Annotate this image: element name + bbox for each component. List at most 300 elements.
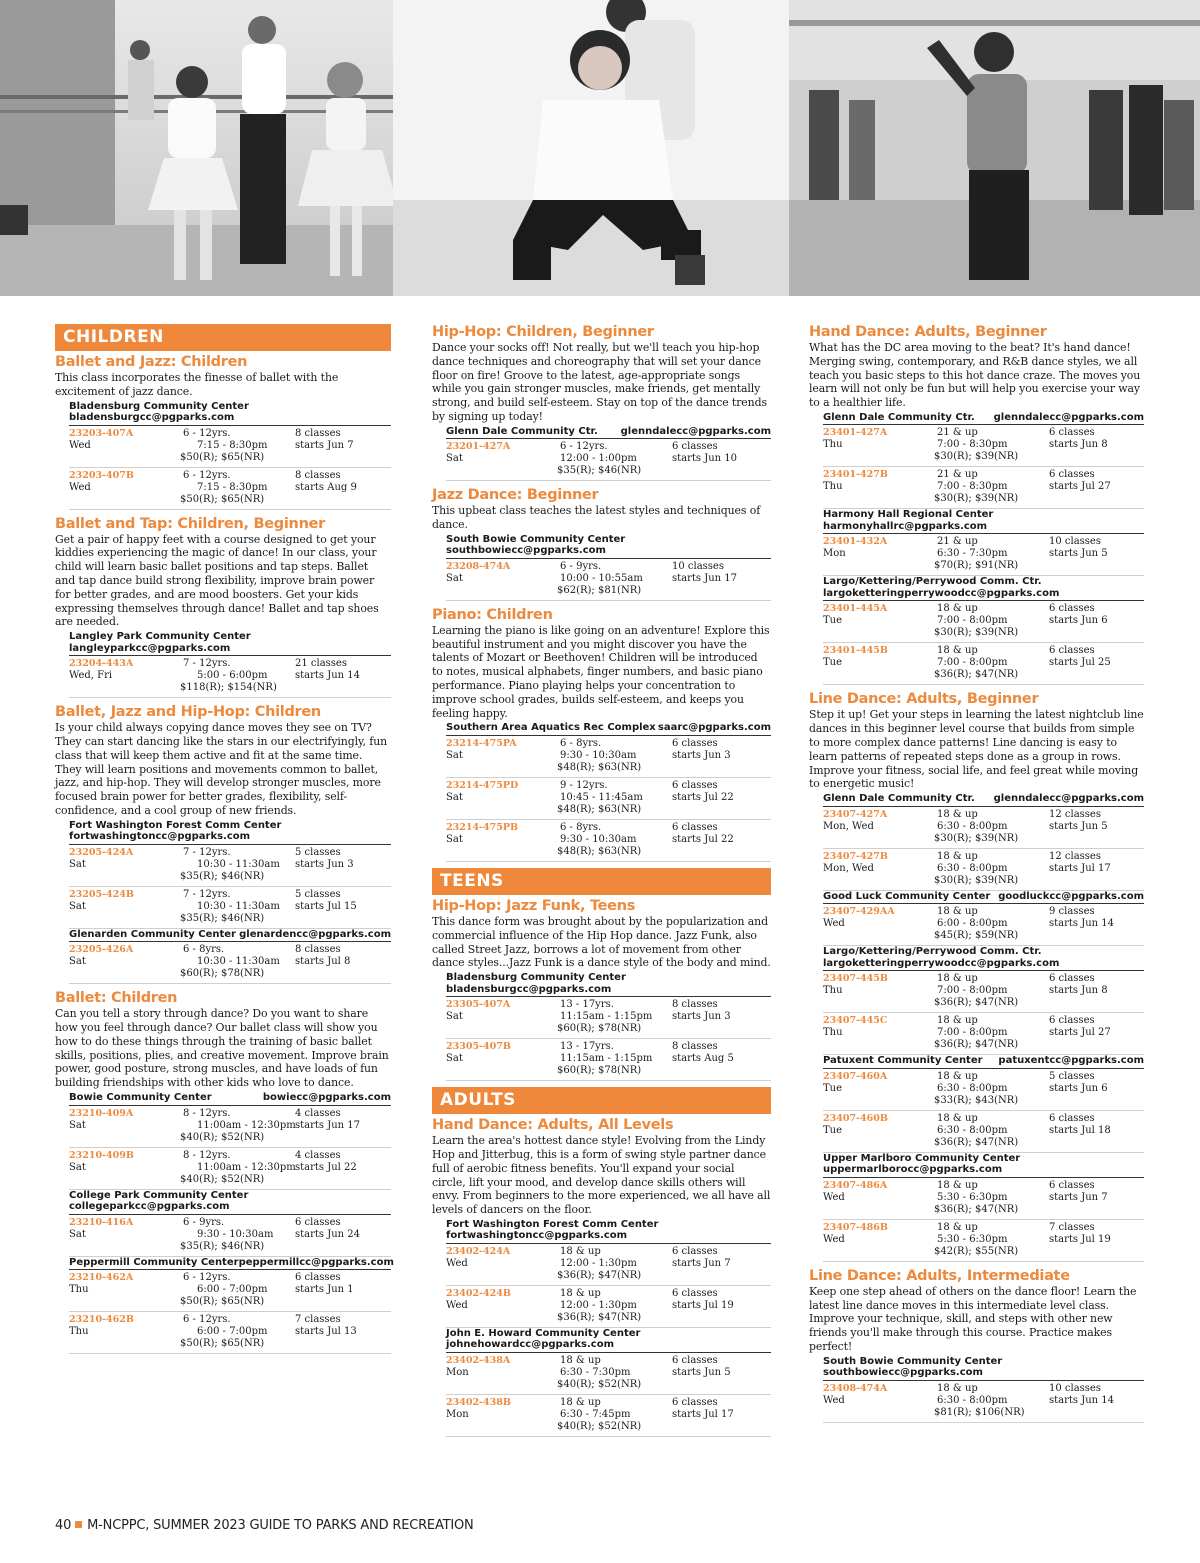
session-start: starts Jun 3 <box>672 749 731 761</box>
session-row <box>69 1215 391 1257</box>
session-days: Thu <box>823 985 843 997</box>
session-row <box>69 1270 391 1312</box>
session-start: starts Jun 10 <box>672 453 738 465</box>
column-3 <box>809 324 1144 1429</box>
session-fee: $33(R); $43(NR) <box>934 1094 1019 1106</box>
course-title: Piano: Children <box>432 606 553 623</box>
session-fee: $50(R); $65(NR) <box>180 451 265 463</box>
session-time: 10:00 - 10:55am <box>560 572 643 584</box>
session-fee: $48(R); $63(NR) <box>557 845 642 857</box>
course-code[interactable]: 23401-427A <box>823 427 888 439</box>
course-code[interactable]: 23401-427B <box>823 469 888 481</box>
session-start: starts Jun 17 <box>295 1119 361 1131</box>
session-start: starts Jul 8 <box>295 956 351 968</box>
session-row <box>446 439 771 481</box>
session-days: Mon <box>446 1408 469 1420</box>
center-name: Patuxent Community Center <box>823 1055 983 1067</box>
session-time: 6:30 - 8:00pm <box>937 1082 1008 1094</box>
session-time: 9:30 - 10:30am <box>560 833 637 845</box>
section-header-teens: TEENS <box>432 868 771 895</box>
spacer <box>809 1423 1144 1429</box>
session-time: 11:15am - 1:15pm <box>560 1011 653 1023</box>
session-time: 5:30 - 6:30pm <box>937 1233 1008 1245</box>
session-start: starts Jun 6 <box>1049 1082 1108 1094</box>
session-row <box>823 601 1144 643</box>
center-email[interactable]: largoketteringperrywoodcc@pgparks.com <box>823 587 1060 599</box>
course-description: Keep one step ahead of others on the dance floor! Learn the latest line dance moves in this intermediate level class. Improve your technique, skill, and steps with other new friends you'll make through this course. Practice makes perfect! <box>809 1284 1137 1353</box>
session-time: 7:00 - 8:00pm <box>937 1027 1008 1039</box>
session-classes: 12 classes <box>1049 808 1101 820</box>
session-start: starts Jul 22 <box>295 1161 357 1173</box>
course-code[interactable]: 23305-407B <box>446 1041 511 1053</box>
course-code[interactable]: 23407-486B <box>823 1221 888 1233</box>
course-title: Ballet: Children <box>55 990 178 1007</box>
session-time: 11:00am - 12:30pm <box>197 1161 296 1173</box>
center-name: Glenn Dale Community Ctr. <box>823 793 975 805</box>
session-fee: $36(R); $47(NR) <box>934 1203 1019 1215</box>
course-code[interactable]: 23402-438A <box>446 1354 511 1366</box>
center-email[interactable]: johnehowardcc@pgparks.com <box>446 1339 615 1351</box>
session-time: 6:30 - 7:45pm <box>560 1408 631 1420</box>
course-code[interactable]: 23407-427A <box>823 808 888 820</box>
session-fee: $40(R); $52(NR) <box>557 1420 642 1432</box>
session-age: 6 - 9yrs. <box>183 1216 225 1228</box>
session-time: 5:00 - 6:00pm <box>197 670 268 682</box>
session-fee: $35(R); $46(NR) <box>180 870 265 882</box>
course-code[interactable]: 23210-462A <box>69 1272 134 1284</box>
session-row <box>446 1395 771 1437</box>
center-header <box>446 972 771 997</box>
session-time: 6:30 - 7:30pm <box>560 1366 631 1378</box>
course-code[interactable]: 23407-486A <box>823 1179 888 1191</box>
course-block <box>809 324 1144 691</box>
session-days: Sat <box>69 956 86 968</box>
session-fee: $30(R); $39(NR) <box>934 627 1019 639</box>
center-header <box>823 509 1144 534</box>
session-row <box>823 849 1144 891</box>
session-age: 13 - 17yrs. <box>560 1041 614 1053</box>
session-time: 10:30 - 11:30am <box>197 956 280 968</box>
session-fee: $40(R); $52(NR) <box>180 1131 265 1143</box>
session-days: Tue <box>823 1124 843 1136</box>
center-row <box>69 1092 391 1104</box>
session-age: 7 - 12yrs. <box>183 888 231 900</box>
center-email[interactable]: glenndalecc@pgparks.com <box>993 411 1144 423</box>
course-block <box>809 691 1144 1267</box>
session-days: Sat <box>69 1161 86 1173</box>
center-row <box>823 412 1144 424</box>
session-days: Thu <box>69 1326 89 1338</box>
course-code[interactable]: 23210-409B <box>69 1149 134 1161</box>
session-fee: $42(R); $55(NR) <box>934 1245 1019 1257</box>
session-days: Sat <box>446 572 463 584</box>
session-time: 6:00 - 7:00pm <box>197 1326 268 1338</box>
course-code[interactable]: 23214-475PA <box>446 737 517 749</box>
course-code[interactable]: 23407-460A <box>823 1070 888 1082</box>
session-start: starts Jun 14 <box>1049 1394 1115 1406</box>
course-code[interactable]: 23408-474A <box>823 1382 888 1394</box>
session-start: starts Jun 8 <box>1049 439 1108 451</box>
session-row <box>446 1039 771 1081</box>
course-block <box>432 1117 771 1443</box>
session-row <box>823 1381 1144 1423</box>
course-code[interactable]: 23203-407A <box>69 427 134 439</box>
session-days: Wed <box>69 439 91 451</box>
session-classes: 10 classes <box>1049 536 1101 548</box>
course-code[interactable]: 23407-429AA <box>823 906 895 918</box>
center-header <box>69 1092 391 1106</box>
session-row <box>69 887 391 929</box>
session-age: 6 - 8yrs. <box>560 821 602 833</box>
course-block <box>432 607 771 868</box>
center-header <box>446 426 771 440</box>
session-age: 18 & up <box>937 808 978 820</box>
session-time: 5:30 - 6:30pm <box>937 1191 1008 1203</box>
session-time: 6:00 - 8:00pm <box>937 918 1008 930</box>
course-description: Step it up! Get your steps in learning the latest nightclub line dances in this beginner level course that builds from simple to more complex dance patterns! Line dancing is easy to learn patterns of repeated steps done as a group in rows. Improve your fitness, social life, and feel great while moving to energetic music! <box>809 708 1144 791</box>
session-start: starts Jun 14 <box>1049 918 1115 930</box>
session-fee: $30(R); $39(NR) <box>934 451 1019 463</box>
session-time: 10:45 - 11:45am <box>560 791 643 803</box>
center-email[interactable]: bladensburgcc@pgparks.com <box>446 983 612 995</box>
session-fee: $30(R); $39(NR) <box>934 832 1019 844</box>
center-email[interactable]: bowiecc@pgparks.com <box>262 1092 391 1104</box>
session-age: 21 & up <box>937 427 978 439</box>
session-fee: $50(R); $65(NR) <box>180 1338 265 1350</box>
center-email[interactable]: glenndalecc@pgparks.com <box>993 793 1144 805</box>
session-start: starts Jun 3 <box>295 858 354 870</box>
center-header <box>823 891 1144 905</box>
session-classes: 5 classes <box>1049 1070 1095 1082</box>
session-time: 6:00 - 7:00pm <box>197 1284 268 1296</box>
session-row <box>446 1244 771 1286</box>
square-bullet-icon <box>75 1521 82 1528</box>
session-days: Sat <box>446 833 463 845</box>
session-start: starts Jul 22 <box>672 833 734 845</box>
course-title: Ballet, Jazz and Hip-Hop: Children <box>55 704 321 721</box>
course-code[interactable]: 23203-407B <box>69 469 134 481</box>
footer-text: M-NCPPC, SUMMER 2023 GUIDE TO PARKS AND RECREATION <box>87 1518 474 1533</box>
session-start: starts Jul 22 <box>672 791 734 803</box>
center-header <box>823 1356 1144 1381</box>
session-classes: 9 classes <box>1049 906 1095 918</box>
session-time: 6:30 - 8:00pm <box>937 1124 1008 1136</box>
session-classes: 8 classes <box>672 1041 718 1053</box>
center-email[interactable]: goodluckcc@pgparks.com <box>998 890 1144 902</box>
session-row <box>823 534 1144 576</box>
center-email[interactable]: patuxentcc@pgparks.com <box>998 1055 1144 1067</box>
center-name: Glenn Dale Community Ctr. <box>446 425 598 437</box>
center-header <box>823 946 1144 971</box>
course-code[interactable]: 23210-462B <box>69 1314 134 1326</box>
session-fee: $35(R); $46(NR) <box>180 912 265 924</box>
session-classes: 8 classes <box>672 999 718 1011</box>
session-age: 18 & up <box>937 603 978 615</box>
session-fee: $48(R); $63(NR) <box>557 803 642 815</box>
column-1 <box>55 324 394 1360</box>
center-name: Fort Washington Forest Comm Center <box>69 819 282 831</box>
session-start: starts Jun 1 <box>295 1284 354 1296</box>
line-dance-photo <box>789 0 1200 296</box>
session-start: starts Jun 6 <box>1049 615 1108 627</box>
session-row <box>823 971 1144 1013</box>
course-code[interactable]: 23401-432A <box>823 536 888 548</box>
center-header <box>69 401 391 426</box>
center-email[interactable]: saarc@pgparks.com <box>657 722 771 734</box>
session-fee: $50(R); $65(NR) <box>180 493 265 505</box>
session-start: starts Jul 27 <box>1049 481 1111 493</box>
center-row <box>823 1055 1144 1067</box>
session-classes: 6 classes <box>672 1287 718 1299</box>
page-number: 40 <box>55 1518 72 1533</box>
session-start: starts Jun 5 <box>1049 548 1108 560</box>
session-classes: 8 classes <box>295 944 341 956</box>
session-row <box>823 904 1144 946</box>
center-email[interactable]: glenndalecc@pgparks.com <box>620 425 771 437</box>
session-start: starts Jul 19 <box>672 1299 734 1311</box>
course-block <box>432 324 771 487</box>
course-code[interactable]: 23214-475PD <box>446 779 519 791</box>
course-description: Learning the piano is like going on an adventure! Explore this beautiful instrument and you might discover you have the talents of Mozart or Beethoven! Children will be introduced to notes, musical alphabets, finger numbers, and basic piano performance. Piano playing helps your concentration to improve school grades, builds self-esteem, and keeps you feeling happy. <box>432 623 770 720</box>
session-row <box>446 1353 771 1395</box>
course-title: Hand Dance: Adults, Beginner <box>809 324 1047 340</box>
session-fee: $35(R); $46(NR) <box>557 465 642 477</box>
center-name: Glenn Dale Community Ctr. <box>823 411 975 423</box>
session-row <box>823 1220 1144 1262</box>
session-days: Mon <box>446 1366 469 1378</box>
session-fee: $30(R); $39(NR) <box>934 874 1019 886</box>
course-code[interactable]: 23407-445B <box>823 973 888 985</box>
session-time: 7:00 - 8:00pm <box>937 615 1008 627</box>
center-email[interactable]: southbowiecc@pgparks.com <box>823 1367 983 1379</box>
session-fee: $36(R); $47(NR) <box>934 669 1019 681</box>
course-code[interactable]: 23204-443A <box>69 658 134 670</box>
course-code[interactable]: 23205-424B <box>69 888 134 900</box>
session-classes: 6 classes <box>1049 1015 1095 1027</box>
course-code[interactable]: 23305-407A <box>446 999 511 1011</box>
session-age: 21 & up <box>937 469 978 481</box>
session-age: 18 & up <box>937 850 978 862</box>
session-time: 9:30 - 10:30am <box>560 749 637 761</box>
course-code[interactable]: 23407-427B <box>823 850 888 862</box>
session-start: starts Jul 13 <box>295 1326 357 1338</box>
column-2 <box>432 324 771 1443</box>
course-block <box>55 516 391 705</box>
session-fee: $36(R); $47(NR) <box>934 1039 1019 1051</box>
session-classes: 6 classes <box>1049 427 1095 439</box>
session-fee: $60(R); $78(NR) <box>180 968 265 980</box>
center-name: Bowie Community Center <box>69 1092 212 1104</box>
session-time: 10:30 - 11:30am <box>197 858 280 870</box>
session-classes: 6 classes <box>1049 603 1095 615</box>
session-start: starts Jul 27 <box>1049 1027 1111 1039</box>
center-header <box>69 1256 394 1271</box>
center-name: Fort Washington Forest Comm Center <box>446 1218 659 1230</box>
session-fee: $36(R); $47(NR) <box>557 1311 642 1323</box>
session-time: 12:00 - 1:00pm <box>560 453 637 465</box>
center-row <box>446 722 771 734</box>
ballet-class-photo <box>0 0 393 296</box>
session-classes: 4 classes <box>295 1107 341 1119</box>
course-code[interactable]: 23402-424B <box>446 1287 511 1299</box>
session-classes: 6 classes <box>672 1245 718 1257</box>
photo-strip <box>0 0 1200 296</box>
session-fee: $45(R); $59(NR) <box>934 930 1019 942</box>
course-code[interactable]: 23210-409A <box>69 1107 134 1119</box>
session-fee: $50(R); $65(NR) <box>180 1296 265 1308</box>
center-name: College Park Community Center <box>69 1189 249 1201</box>
session-fee: $70(R); $91(NR) <box>934 560 1019 572</box>
session-time: 7:00 - 8:30pm <box>937 439 1008 451</box>
session-days: Wed <box>823 1394 845 1406</box>
session-start: starts Jul 18 <box>1049 1124 1111 1136</box>
session-days: Wed <box>446 1299 468 1311</box>
session-classes: 5 classes <box>295 888 341 900</box>
session-classes: 6 classes <box>672 1354 718 1366</box>
session-age: 18 & up <box>560 1287 601 1299</box>
course-title: Hip-Hop: Jazz Funk, Teens <box>432 897 636 914</box>
session-classes: 8 classes <box>295 469 341 481</box>
session-time: 6:30 - 7:30pm <box>937 548 1008 560</box>
course-code[interactable]: 23402-424A <box>446 1245 511 1257</box>
center-name: Largo/Kettering/Perrywood Comm. Ctr. <box>823 576 1042 588</box>
course-code[interactable]: 23401-445A <box>823 603 888 615</box>
course-title: Hand Dance: Adults, All Levels <box>432 1117 674 1134</box>
session-days: Thu <box>823 1027 843 1039</box>
session-age: 7 - 12yrs. <box>183 658 231 670</box>
center-email[interactable]: southbowiecc@pgparks.com <box>446 545 606 557</box>
session-days: Thu <box>69 1284 89 1296</box>
center-header <box>446 722 771 736</box>
center-email[interactable]: uppermarlborocc@pgparks.com <box>823 1164 1003 1176</box>
center-header <box>446 1328 771 1353</box>
course-block <box>55 354 391 516</box>
center-header <box>69 1190 391 1215</box>
center-email[interactable]: glenardencc@pgparks.com <box>239 928 391 940</box>
session-row <box>69 942 391 984</box>
course-description: Learn the area's hottest dance style! Evolving from the Lindy Hop and Jitterbug, this is a form of swing style partner dance full of aerobic fitness benefits. You'll expand your social circle, lift your mood, and develop dance skills others will envy. From beginners to the more experienced, we all have all levels of dancers on the floor. <box>432 1134 771 1217</box>
center-email[interactable]: largoketteringperrywoodcc@pgparks.com <box>823 957 1060 969</box>
center-email[interactable]: bladensburgcc@pgparks.com <box>69 412 235 424</box>
session-classes: 7 classes <box>1049 1221 1095 1233</box>
course-code[interactable]: 23401-445B <box>823 645 888 657</box>
session-fee: $36(R); $47(NR) <box>934 997 1019 1009</box>
session-row <box>823 1069 1144 1111</box>
session-age: 6 - 12yrs. <box>183 1272 231 1284</box>
session-time: 7:00 - 8:00pm <box>937 657 1008 669</box>
session-time: 11:00am - 12:30pm <box>197 1119 296 1131</box>
session-row <box>69 1106 391 1148</box>
session-days: Sat <box>69 858 86 870</box>
hiphop-kid-photo <box>393 0 789 296</box>
session-age: 8 - 12yrs. <box>183 1107 231 1119</box>
center-email[interactable]: langleyparkcc@pgparks.com <box>69 642 231 654</box>
session-start: starts Jul 17 <box>672 1408 734 1420</box>
session-days: Sat <box>69 1119 86 1131</box>
course-code[interactable]: 23402-438B <box>446 1396 511 1408</box>
session-row <box>823 643 1144 685</box>
session-time: 7:00 - 8:30pm <box>937 481 1008 493</box>
course-code[interactable]: 23205-426A <box>69 944 134 956</box>
course-title: Jazz Dance: Beginner <box>432 487 599 504</box>
session-row <box>69 468 391 510</box>
session-age: 18 & up <box>937 1179 978 1191</box>
center-email[interactable]: fortwashingtoncc@pgparks.com <box>446 1230 628 1242</box>
session-time: 6:30 - 8:00pm <box>937 862 1008 874</box>
session-row <box>446 559 771 601</box>
session-days: Sat <box>446 1011 463 1023</box>
spacer <box>432 1437 771 1443</box>
course-code[interactable]: 23208-474A <box>446 560 511 572</box>
session-days: Sat <box>446 453 463 465</box>
center-header <box>823 412 1144 426</box>
course-block <box>432 487 771 607</box>
session-row <box>823 1178 1144 1220</box>
course-code[interactable]: 23407-445C <box>823 1015 888 1027</box>
session-days: Sat <box>446 791 463 803</box>
course-description: This dance form was brought about by the popularization and commercial influence of the Hip Hop dance. Jazz Funk, also called Street Jazz, borrows a lot of movement from other dance styles...Jazz Funk is a dance style of the body and mind. <box>432 914 771 970</box>
course-description: Can you tell a story through dance? Do you want to share how you feel through dance? Our ballet class will show you how to do these things through the training of basic ballet skills, positions, plies, and creative movement. Improve brain power, good posture, strong muscles, and have loads of fun building friendships with other kids who love to dance. <box>55 1007 389 1090</box>
center-name: Harmony Hall Regional Center <box>823 509 994 521</box>
session-fee: $62(R); $81(NR) <box>557 584 642 596</box>
session-fee: $60(R); $78(NR) <box>557 1065 642 1077</box>
session-classes: 8 classes <box>295 427 341 439</box>
session-classes: 7 classes <box>295 1314 341 1326</box>
center-email[interactable]: collegeparkcc@pgparks.com <box>69 1201 230 1213</box>
course-description: Dance your socks off! Not really, but we'll teach you hip-hop dance techniques and choreography that will set your dance floor on fire! Groove to the latest, age-appropriate songs while you gain stronger muscles, make friends, get mentally strong, and build self-esteem. Stay on top of the dance trends by signing up today! <box>432 341 767 423</box>
course-code[interactable]: 23210-416A <box>69 1216 134 1228</box>
session-time: 10:30 - 11:30am <box>197 900 280 912</box>
session-row <box>69 1312 391 1354</box>
center-header <box>823 793 1144 807</box>
session-age: 18 & up <box>560 1354 601 1366</box>
course-block <box>432 898 771 1087</box>
session-start: starts Jun 3 <box>672 1011 731 1023</box>
session-days: Sat <box>446 749 463 761</box>
session-classes: 6 classes <box>672 441 718 453</box>
course-code[interactable]: 23201-427A <box>446 441 511 453</box>
session-age: 18 & up <box>937 973 978 985</box>
session-days: Wed <box>823 1233 845 1245</box>
center-email[interactable]: harmonyhallrc@pgparks.com <box>823 520 988 532</box>
session-fee: $36(R); $47(NR) <box>557 1269 642 1281</box>
session-fee: $35(R); $46(NR) <box>180 1240 265 1252</box>
center-header <box>446 1219 771 1244</box>
center-name: South Bowie Community Center <box>446 533 626 545</box>
session-row <box>446 1286 771 1328</box>
center-email[interactable]: peppermillcc@pgparks.com <box>238 1256 394 1268</box>
session-days: Wed <box>823 1191 845 1203</box>
page-footer <box>55 1518 474 1533</box>
course-code[interactable]: 23205-424A <box>69 846 134 858</box>
course-title: Line Dance: Adults, Beginner <box>809 691 1039 708</box>
center-email[interactable]: fortwashingtoncc@pgparks.com <box>69 831 251 843</box>
session-classes: 4 classes <box>295 1149 341 1161</box>
course-block <box>809 1268 1144 1429</box>
session-row <box>823 467 1144 509</box>
course-description: This class incorporates the finesse of ballet with the excitement of jazz dance. <box>55 371 339 398</box>
session-start: starts Jun 7 <box>295 439 354 451</box>
session-age: 18 & up <box>937 645 978 657</box>
course-code[interactable]: 23214-475PB <box>446 821 518 833</box>
session-age: 18 & up <box>937 1015 978 1027</box>
session-age: 6 - 8yrs. <box>183 944 225 956</box>
session-time: 7:00 - 8:00pm <box>937 985 1008 997</box>
course-code[interactable]: 23407-460B <box>823 1112 888 1124</box>
session-classes: 10 classes <box>1049 1382 1101 1394</box>
session-age: 18 & up <box>560 1245 601 1257</box>
session-age: 6 - 12yrs. <box>560 441 608 453</box>
